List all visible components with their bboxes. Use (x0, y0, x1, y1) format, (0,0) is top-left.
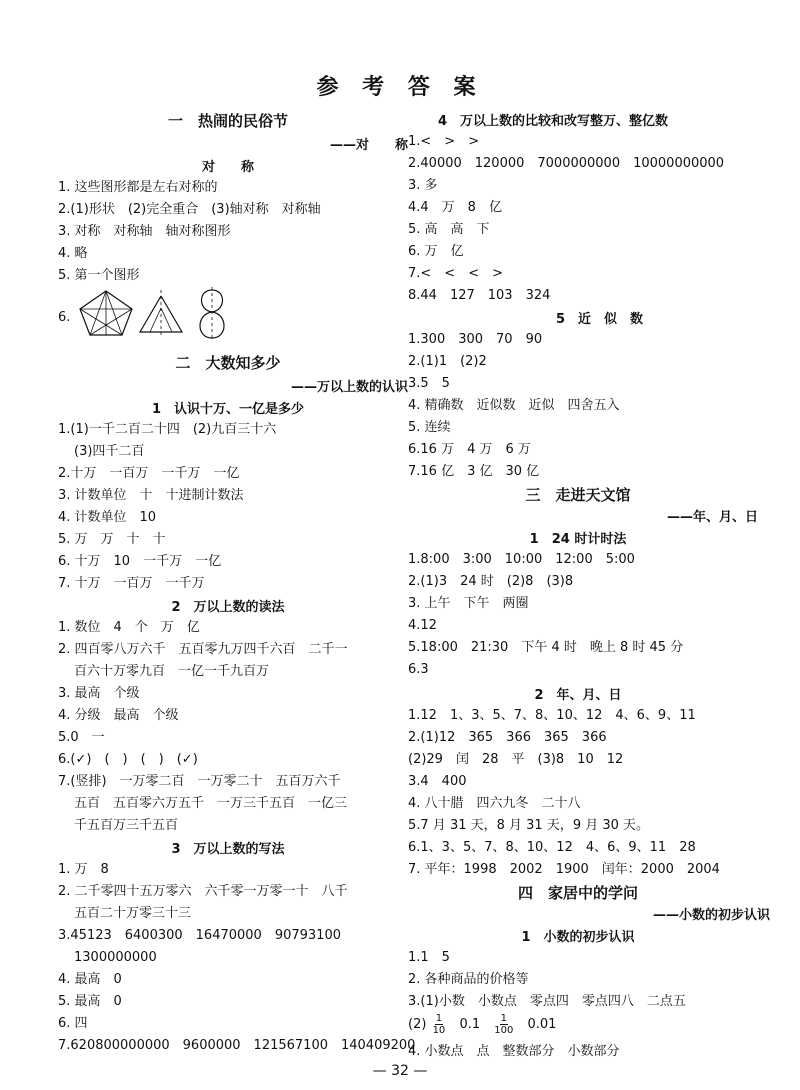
answer-line: 6. 万 亿 (408, 244, 464, 259)
answer-line: 6.(✓) ( ) ( ) (✓) (58, 752, 198, 767)
answer-line: 4. 略 (58, 246, 88, 261)
answer-line: 6. 十万 10 一千万 一亿 (58, 554, 222, 569)
answer-line: 6.16 万 4 万 6 万 (408, 442, 531, 457)
u4-lesson1-title: 1 小数的初步认识 (521, 930, 635, 945)
answer-line: 7. 平年：1998 2002 1900 闰年：2000 2004 (408, 862, 720, 877)
answer-line: 5. 最高 0 (58, 994, 122, 1009)
answer-line: 5. 第一个图形 (58, 268, 140, 283)
answer-line: 7.(竖排) 一万零二百 一万零二十 五百万六千 (58, 774, 341, 789)
fraction-denominator: 100 (494, 1025, 514, 1036)
answer-line: 百六十万零九百 一亿一千九百万 (74, 664, 270, 679)
answer-line: 7.16 亿 3 亿 30 亿 (408, 464, 540, 479)
answer-line: 7.< < < > (408, 266, 503, 281)
unit1-lesson-title: 对 称 (201, 160, 254, 175)
answer-line: 2. 四百零八万六千 五百零九万四千六百 二千一 (58, 642, 348, 657)
answer-line: 3.(1)小数 小数点 零点四 零点四八 二点五 (408, 994, 686, 1009)
answer-line: 6.3 (408, 662, 429, 677)
answer-line: 2.(1)12 365 366 365 366 (408, 730, 607, 745)
fraction-answer-line (408, 1012, 556, 1038)
answer-line: 1. 这些图形都是左右对称的 (58, 180, 218, 195)
answer-line: 1.1 5 (408, 950, 450, 965)
answer-line: 3. 上午 下午 两圈 (408, 596, 529, 611)
answer-line: 8.44 127 103 324 (408, 288, 551, 303)
answer-line: 2. 各种商品的价格等 (408, 972, 529, 987)
answer-line: 5. 万 万 十 十 (58, 532, 166, 547)
answer-line: 千五百万三千五百 (74, 818, 179, 833)
answer-line: 7. 十万 一百万 一千万 (58, 576, 205, 591)
fraction-numerator: 1 (500, 1013, 507, 1024)
answer-line: 4.12 (408, 618, 437, 633)
answer-line: 6. 四 (58, 1016, 88, 1031)
answer-line: 五百二十万零三十三 (74, 906, 192, 921)
lesson1-title: 1 认识十万、一亿是多少 (151, 402, 305, 417)
answer-line: 6.1、3、5、7、8、10、12 4、6、9、11 28 (408, 840, 696, 855)
answer-line: 3.4 400 (408, 774, 467, 789)
answer-line: 4. 精确数 近似数 近似 四舍五入 (408, 398, 620, 413)
unit4-title: 四 家居中的学问 (517, 884, 638, 902)
lesson4-title: 4 万以上数的比较和改写整万、整亿数 (438, 114, 669, 129)
lesson5-title: 5 近 似 数 (556, 312, 644, 327)
answer-line: 2. 二千零四十五万零六 六千零一万零一十 八千 (58, 884, 348, 899)
lesson2-title: 2 万以上数的读法 (171, 600, 285, 615)
page-number: — 32 — (372, 1063, 428, 1079)
unit4-subtitle: ——小数的初步认识 (652, 908, 770, 923)
answer-line: (3)四千二百 (74, 444, 145, 459)
answer-line: 1.(1)一千二百二十四 (2)九百三十六 (58, 422, 277, 437)
answer-line: 2.(1)形状 (2)完全重合 (3)轴对称 对称轴 (58, 202, 321, 217)
answer-line: 2.40000 120000 7000000000 10000000000 (408, 156, 725, 171)
answer-line: 7.620800000000 9600000 121567100 140409200 (58, 1038, 416, 1053)
answer-line: 1.300 300 70 90 (408, 332, 543, 347)
answer-line: 5.7 月 31 天，8 月 31 天，9 月 30 天。 (408, 818, 650, 833)
fraction-prefix: (2) (408, 1017, 427, 1032)
u3-lesson1-title: 1 24 时计时法 (529, 532, 627, 547)
answer-line: 5. 高 高 下 (408, 222, 490, 237)
unit3-title: 三 走进天文馆 (525, 486, 631, 504)
answer-line: 2.(1)1 (2)2 (408, 354, 487, 369)
answer-line: 1. 万 8 (58, 862, 109, 877)
pentagon-figure (76, 288, 136, 338)
answer-line: 6. (58, 310, 71, 325)
fraction-denominator: 10 (432, 1025, 446, 1036)
fraction-numerator: 1 (435, 1013, 443, 1024)
unit2-title: 二 大数知多少 (175, 354, 281, 372)
answer-line: 4. 小数点 点 整数部分 小数部分 (408, 1044, 620, 1059)
page-title: 参 考 答 案 (316, 74, 484, 100)
answer-line: 2.十万 一百万 一千万 一亿 (58, 466, 240, 481)
answer-line: 5. 连续 (408, 420, 451, 435)
unit1-subtitle: ——对 称 (329, 138, 408, 153)
answer-line: 5.0 一 (58, 730, 105, 745)
answer-line: 1.8:00 3:00 10:00 12:00 5:00 (408, 552, 635, 567)
answer-line: 4. 最高 0 (58, 972, 122, 987)
answer-line: 1300000000 (74, 950, 157, 965)
decimal-value: 0.01 (527, 1017, 557, 1032)
decimal-value: 0.1 (459, 1017, 481, 1032)
lesson3-title: 3 万以上数的写法 (171, 842, 285, 857)
answer-line: 2.(1)3 24 时 (2)8 (3)8 (408, 574, 574, 589)
answer-line: 3. 最高 个级 (58, 686, 140, 701)
answer-line: 3.45123 6400300 16470000 90793100 (58, 928, 341, 943)
answer-line: 4. 八十腊 四六九冬 二十八 (408, 796, 581, 811)
figure-eight-shape (192, 286, 232, 340)
answer-line: 3.5 5 (408, 376, 450, 391)
answer-line: 1. 数位 4 个 万 亿 (58, 620, 200, 635)
answer-line: 4. 分级 最高 个级 (58, 708, 179, 723)
answer-line: 4.4 万 8 亿 (408, 200, 502, 215)
answer-line: 1.< > > (408, 134, 480, 149)
answer-line: 五百 五百零六万五千 一万三千五百 一亿三 (74, 796, 348, 811)
unit1-title: 一 热闹的民俗节 (167, 112, 288, 130)
answer-line: 3. 多 (408, 178, 438, 193)
answer-line: 1.12 1、3、5、7、8、10、12 4、6、9、11 (408, 708, 696, 723)
fraction-one-tenth (433, 1013, 446, 1036)
answer-line: 5.18:00 21:30 下午 4 时 晚上 8 时 45 分 (408, 640, 684, 655)
answer-line: (2)29 闰 28 平 (3)8 10 12 (408, 752, 624, 767)
u3-lesson2-title: 2 年、月、日 (534, 688, 622, 703)
answer-line: 3. 对称 对称轴 轴对称图形 (58, 224, 231, 239)
answer-line: 4. 计数单位 10 (58, 510, 157, 525)
unit2-subtitle: ——万以上数的认识 (290, 380, 408, 395)
answer-line: 3. 计数单位 十 十进制计数法 (58, 488, 244, 503)
unit3-subtitle: ——年、月、日 (666, 510, 758, 525)
fraction-one-hundredth (494, 1013, 513, 1036)
tree-figure (136, 288, 186, 338)
